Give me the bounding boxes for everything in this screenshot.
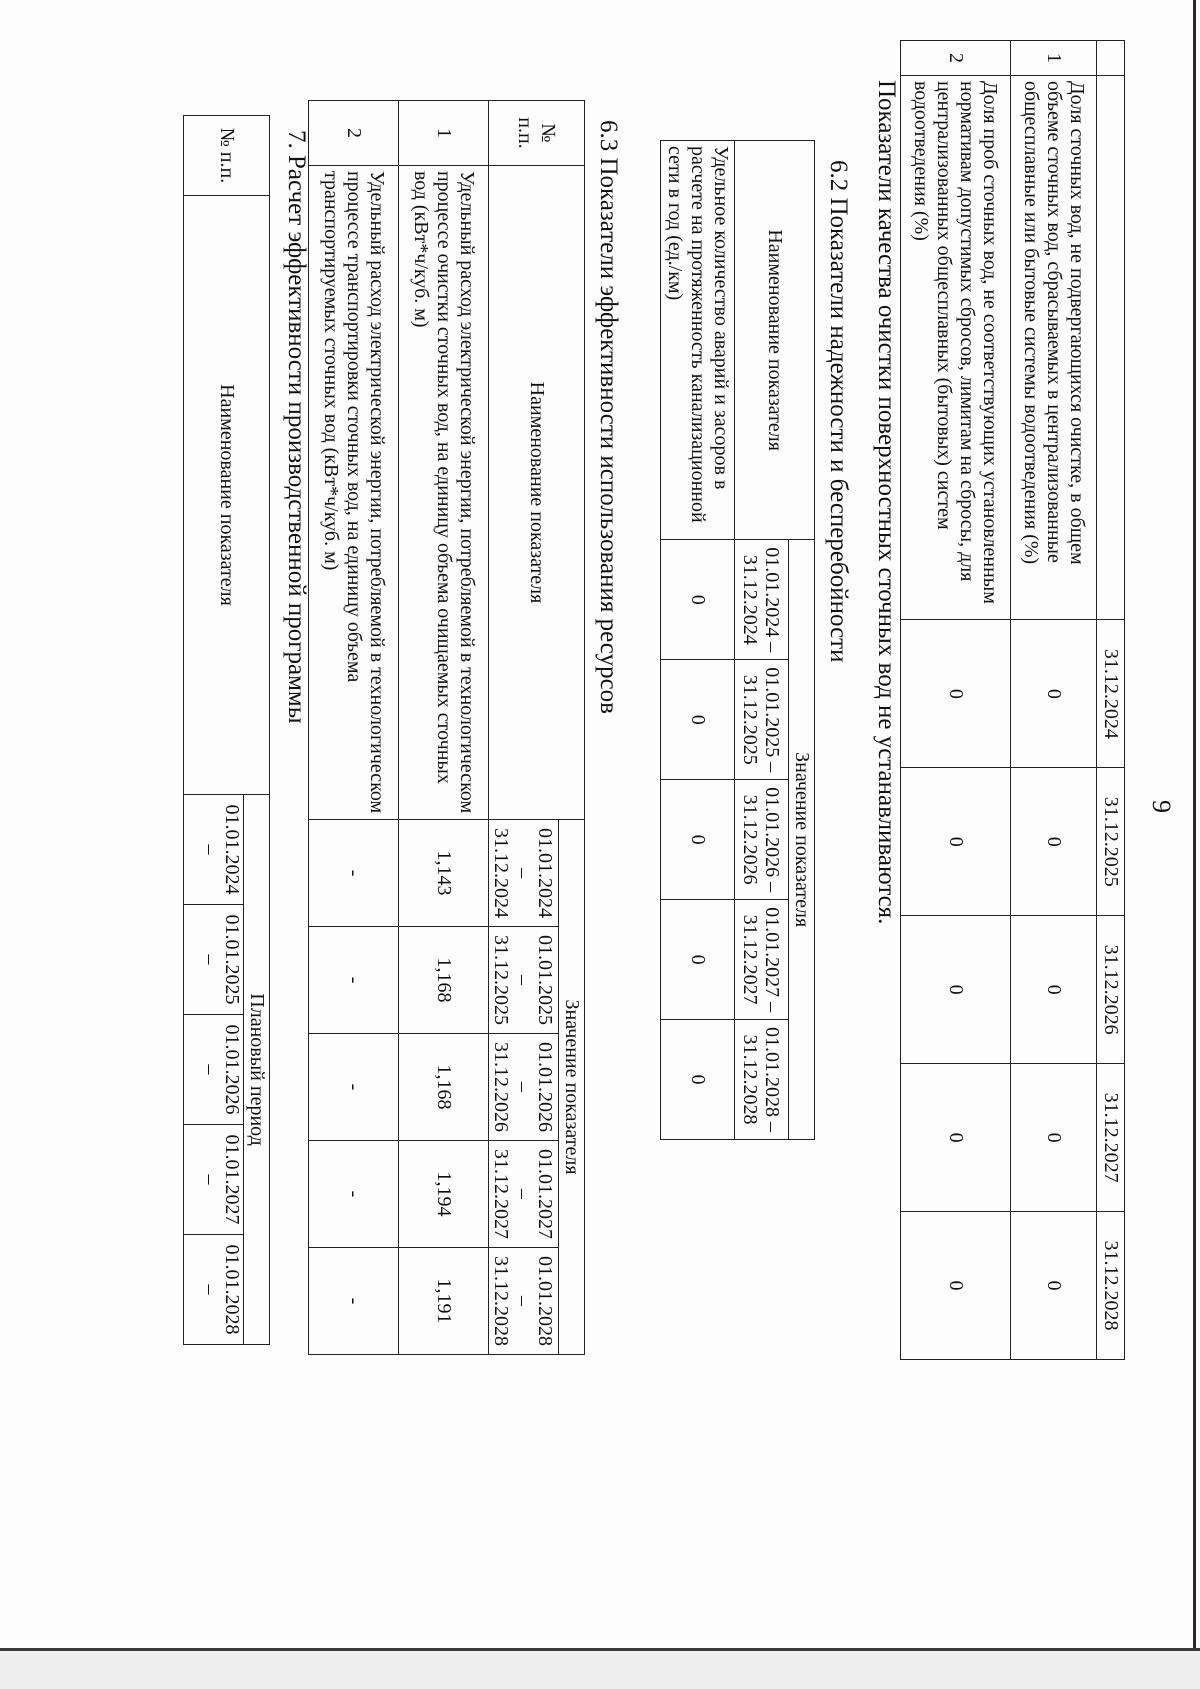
value-cell: 1,191 bbox=[399, 1247, 489, 1354]
surface-water-note: Показатели качества очистки поверхностных сточных вод не устанавливаются. bbox=[873, 80, 900, 925]
value-cell: 0 bbox=[1011, 1212, 1097, 1360]
program-efficiency-table bbox=[183, 115, 270, 1345]
period-header: 01.01.2025 – 31.12.2025 bbox=[735, 660, 789, 780]
value-cell: 0 bbox=[901, 1064, 1011, 1212]
period-header: 01.01.2026 – bbox=[184, 1015, 244, 1125]
column-group-header: Значение показателя bbox=[789, 540, 815, 1140]
quality-indicators-table bbox=[900, 40, 1125, 1360]
indicator-name: Удельный расход электрической энергии, потребляемой в технологическом процессе транспортировки сточных вод, на единицу объема транспортируемых сточных вод (кВт*ч/куб. м) bbox=[309, 165, 399, 819]
section-7-title: 7. Расчет эффективности производственной программы bbox=[283, 130, 310, 724]
header-cell bbox=[1097, 75, 1125, 619]
value-cell: 0 bbox=[901, 620, 1011, 768]
period-header: 01.01.2024 – bbox=[184, 795, 244, 905]
header-cell: 31.12.2024 bbox=[1097, 620, 1125, 768]
value-cell: 1,143 bbox=[399, 820, 489, 927]
value-cell: 0 bbox=[661, 540, 735, 660]
section-6-3-title: 6.3 Показатели эффективности использования ресурсов bbox=[595, 120, 622, 714]
header-cell: 31.12.2025 bbox=[1097, 768, 1125, 916]
table-header-row bbox=[789, 141, 815, 1140]
value-cell: 0 bbox=[901, 916, 1011, 1064]
column-header-name: Наименование показателя bbox=[489, 165, 585, 819]
column-header-name: Наименование показателя bbox=[735, 141, 815, 540]
period-header: 01.01.2028 – 31.12.2028 bbox=[489, 1247, 559, 1354]
value-cell: - bbox=[309, 1034, 399, 1141]
value-cell: - bbox=[309, 1141, 399, 1248]
table-row bbox=[399, 101, 489, 1355]
column-header-number: № п.п. bbox=[489, 101, 585, 166]
table-row bbox=[309, 101, 399, 1355]
period-header: 01.01.2025 – bbox=[184, 905, 244, 1015]
value-cell: - bbox=[309, 1247, 399, 1354]
rotated-page-content bbox=[70, 40, 1176, 1600]
table-row bbox=[1011, 41, 1097, 1360]
value-cell: 0 bbox=[1011, 916, 1097, 1064]
table-row bbox=[901, 41, 1011, 1360]
header-cell bbox=[1097, 41, 1125, 76]
value-cell: - bbox=[309, 820, 399, 927]
table-header-row bbox=[244, 116, 270, 1345]
period-header: 01.01.2026 – 31.12.2026 bbox=[489, 1034, 559, 1141]
value-cell: 0 bbox=[661, 1020, 735, 1140]
scan-bottom-edge bbox=[0, 1648, 1200, 1689]
table-row bbox=[661, 141, 735, 1140]
column-header-name: Наименование показателя bbox=[184, 195, 270, 794]
row-number: 1 bbox=[399, 101, 489, 166]
period-header: 01.01.2026 – 31.12.2026 bbox=[735, 780, 789, 900]
period-header: 01.01.2027 – bbox=[184, 1124, 244, 1234]
period-header: 01.01.2024 – 31.12.2024 bbox=[489, 820, 559, 927]
row-number: 1 bbox=[1011, 41, 1097, 76]
section-6-2-title: 6.2 Показатели надежности и бесперебойности bbox=[825, 160, 852, 663]
header-cell: 31.12.2028 bbox=[1097, 1212, 1125, 1360]
value-cell: 0 bbox=[901, 1212, 1011, 1360]
reliability-table bbox=[660, 140, 815, 1140]
column-header-number: № п.п. bbox=[184, 116, 270, 196]
row-number: 2 bbox=[309, 101, 399, 166]
period-header: 01.01.2027 – 31.12.2027 bbox=[735, 900, 789, 1020]
value-cell: 0 bbox=[661, 900, 735, 1020]
value-cell: 0 bbox=[661, 780, 735, 900]
indicator-name: Доля проб сточных вод, не соответствующих установленным нормативам допустимых сбросов, лимитам на сбросы, для централизованных общесплавных (бытовых) систем водоотведения (%) bbox=[901, 75, 1011, 619]
value-cell: 0 bbox=[1011, 1064, 1097, 1212]
indicator-name: Удельный расход электрической энергии, потребляемой в технологическом процессе очистки сточных вод, на единицу объема очищаемых сточных вод (кВт*ч/куб. м) bbox=[399, 165, 489, 819]
value-cell: 1,168 bbox=[399, 1034, 489, 1141]
indicator-name: Доля сточных вод, не подвергающихся очистке, в общем объеме сточных вод, сбрасываемых в централизованные общесплавные или бытовые системы водоотведения (%) bbox=[1011, 75, 1097, 619]
period-header: 01.01.2025 – 31.12.2025 bbox=[489, 927, 559, 1034]
value-cell: 1,168 bbox=[399, 927, 489, 1034]
value-cell: 0 bbox=[1011, 620, 1097, 768]
resource-efficiency-table bbox=[308, 100, 585, 1355]
column-group-header: Плановый период bbox=[244, 795, 270, 1345]
value-cell: - bbox=[309, 927, 399, 1034]
value-cell: 0 bbox=[1011, 768, 1097, 916]
page-number: 9 bbox=[1147, 800, 1176, 813]
column-group-header: Значение показателя bbox=[559, 820, 585, 1355]
value-cell: 1,194 bbox=[399, 1141, 489, 1248]
period-header: 01.01.2028 – 31.12.2028 bbox=[735, 1020, 789, 1140]
header-cell: 31.12.2026 bbox=[1097, 916, 1125, 1064]
table-header-row bbox=[559, 101, 585, 1355]
value-cell: 0 bbox=[901, 768, 1011, 916]
row-number: 2 bbox=[901, 41, 1011, 76]
header-cell: 31.12.2027 bbox=[1097, 1064, 1125, 1212]
period-header: 01.01.2027 – 31.12.2027 bbox=[489, 1141, 559, 1248]
table-header-row bbox=[1097, 41, 1125, 1360]
period-header: 01.01.2024 – 31.12.2024 bbox=[735, 540, 789, 660]
period-header: 01.01.2028 – bbox=[184, 1234, 244, 1344]
value-cell: 0 bbox=[661, 660, 735, 780]
scan-right-edge bbox=[1193, 0, 1196, 1686]
indicator-name: Удельное количество аварий и засоров в расчете на протяженность канализационной сети в год (ед./км) bbox=[661, 141, 735, 540]
